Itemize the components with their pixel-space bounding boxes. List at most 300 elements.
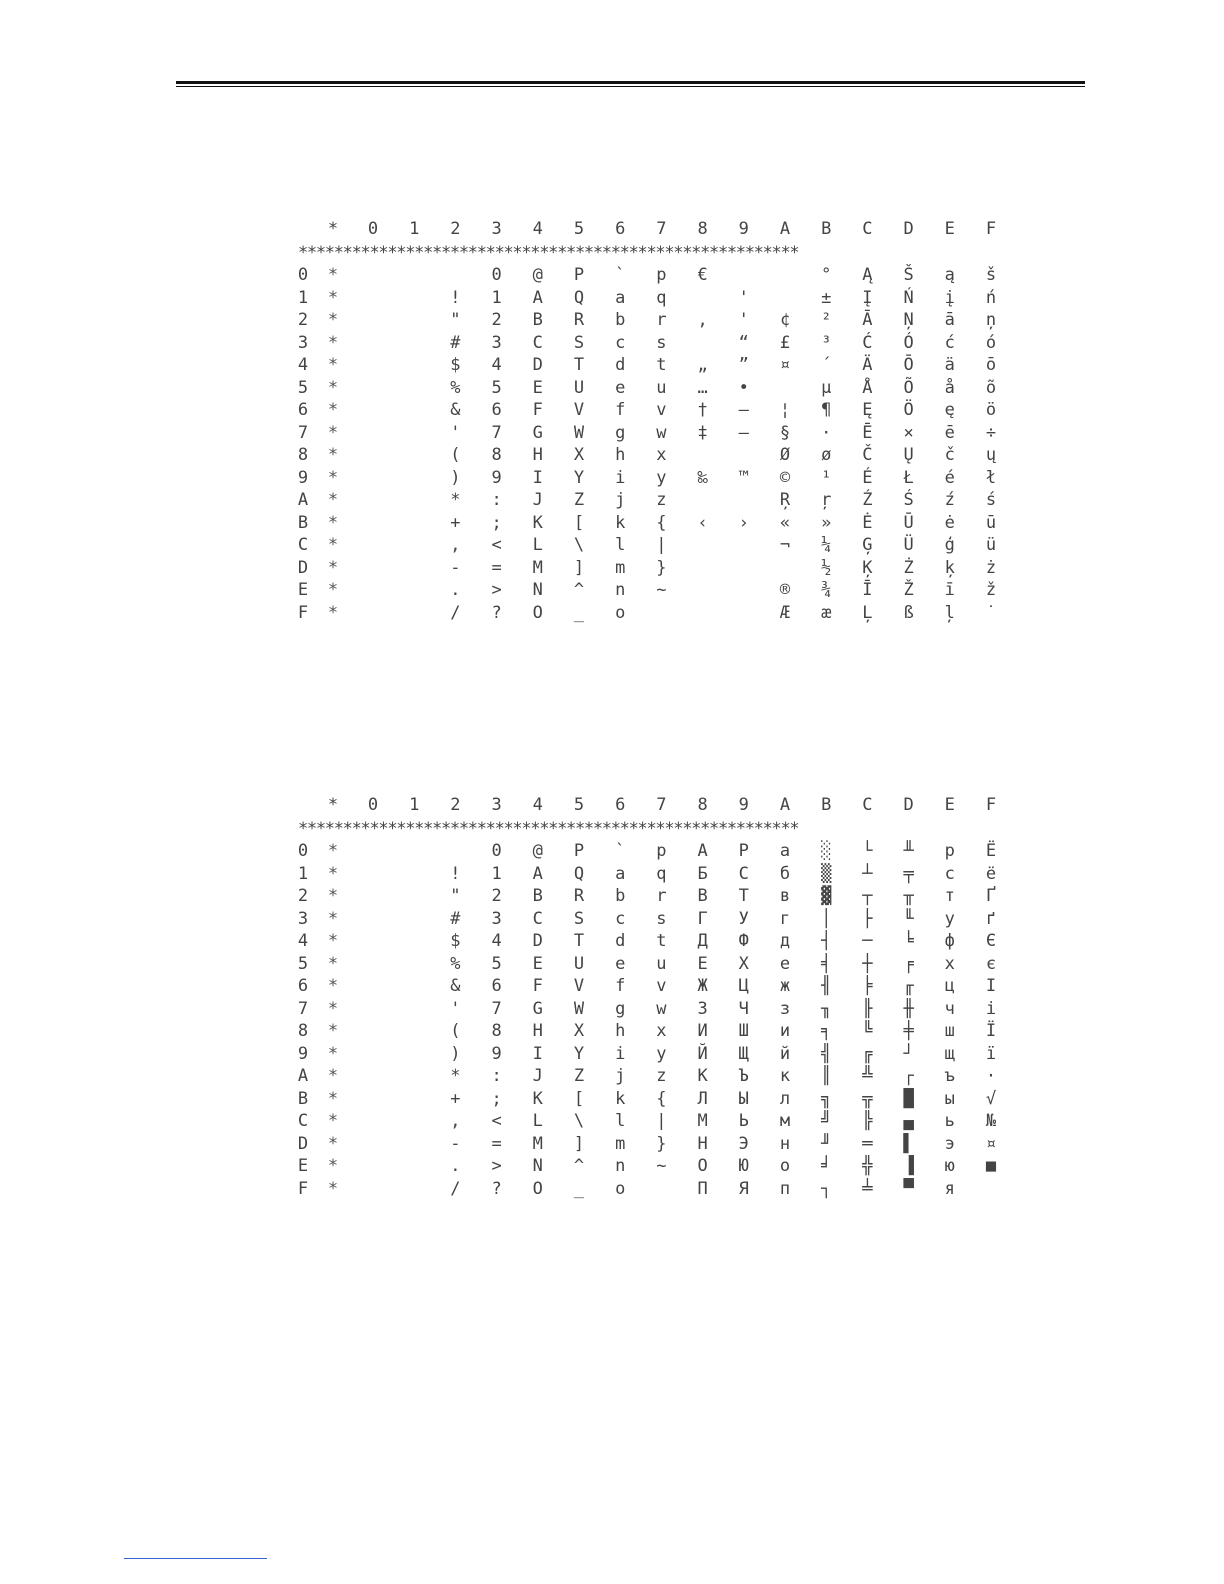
column-header-B: B xyxy=(821,795,832,815)
glyph-cell: ▐ xyxy=(903,1156,914,1176)
glyph-cell: Ś xyxy=(903,490,914,510)
table-row xyxy=(290,1088,1010,1111)
glyph-cell: g xyxy=(615,422,626,443)
glyph-cell: A xyxy=(532,287,543,308)
glyph-cell: ‹ xyxy=(697,512,708,533)
glyph-cell: Ī xyxy=(862,580,873,600)
glyph-cell: Б xyxy=(697,863,708,884)
glyph-cell: Ā xyxy=(862,310,873,330)
table-row xyxy=(290,998,1010,1021)
glyph-cell: ž xyxy=(985,580,997,600)
glyph-cell: e xyxy=(615,377,626,398)
glyph-cell: Ļ xyxy=(862,602,873,623)
glyph-cell: ¶ xyxy=(821,400,832,420)
glyph-cell: – xyxy=(738,400,749,420)
glyph-cell: & xyxy=(450,976,461,996)
row-label: 1 xyxy=(297,863,309,884)
glyph-cell: Ą xyxy=(862,265,873,285)
glyph-cell: T xyxy=(573,355,585,375)
glyph-cell: ╛ xyxy=(821,1156,832,1176)
glyph-cell: A xyxy=(532,863,543,884)
glyph-cell: Я xyxy=(738,1178,749,1199)
glyph-cell: ═ xyxy=(862,1133,873,1154)
glyph-cell: O xyxy=(532,1178,543,1199)
glyph-cell: V xyxy=(573,400,585,420)
glyph-cell: _ xyxy=(573,1178,585,1199)
column-header-4: 4 xyxy=(532,219,543,239)
glyph-cell: ╩ xyxy=(862,1066,873,1086)
row-star: * xyxy=(327,422,339,443)
column-header-9: 9 xyxy=(738,795,749,815)
table-row xyxy=(290,840,1010,863)
row-star: * xyxy=(327,467,339,488)
glyph-cell: õ xyxy=(985,377,997,398)
column-header-A: A xyxy=(779,219,791,239)
table-row xyxy=(290,885,1010,908)
glyph-cell: e xyxy=(615,953,626,974)
glyph-cell: Ё xyxy=(985,841,997,861)
row-label: D xyxy=(297,1133,309,1154)
glyph-cell: m xyxy=(615,557,626,578)
glyph-cell: й xyxy=(779,1043,791,1064)
glyph-cell: ? xyxy=(491,602,502,623)
glyph-cell: Н xyxy=(697,1133,708,1154)
glyph-cell: E xyxy=(532,377,543,398)
glyph-cell: m xyxy=(615,1133,626,1154)
glyph-cell: к xyxy=(779,1066,791,1086)
glyph-cell: щ xyxy=(944,1043,955,1064)
glyph-cell: ▓ xyxy=(821,886,832,906)
glyph-cell: x xyxy=(656,445,667,465)
glyph-cell: б xyxy=(779,863,791,884)
glyph-cell: h xyxy=(615,1021,626,1041)
glyph-cell: @ xyxy=(532,841,543,861)
glyph-cell: \ xyxy=(573,535,585,555)
row-star: * xyxy=(327,1156,339,1176)
star-separator: ******************************************************** xyxy=(298,243,799,263)
glyph-cell: } xyxy=(656,1133,667,1154)
glyph-cell: в xyxy=(779,886,791,906)
row-label: 3 xyxy=(297,332,309,353)
table-row xyxy=(290,534,1010,557)
row-label: 4 xyxy=(297,931,309,951)
glyph-cell: и xyxy=(779,1021,791,1041)
glyph-cell: ю xyxy=(944,1156,955,1176)
glyph-cell: ö xyxy=(985,400,997,420)
glyph-cell: ± xyxy=(821,287,832,308)
row-label: A xyxy=(297,1066,309,1086)
column-header-2: 2 xyxy=(450,219,461,239)
glyph-cell: « xyxy=(779,512,791,533)
table-row xyxy=(290,422,1010,445)
glyph-cell: g xyxy=(615,998,626,1019)
row-label: B xyxy=(297,1088,309,1109)
glyph-cell: ╖ xyxy=(821,998,832,1019)
glyph-cell: [ xyxy=(573,512,585,533)
glyph-cell: ╡ xyxy=(821,953,832,974)
row-star: * xyxy=(327,355,339,375)
glyph-cell: < xyxy=(491,1111,502,1131)
glyph-cell: 5 xyxy=(491,377,502,398)
glyph-cell: M xyxy=(532,1133,543,1154)
glyph-cell: $ xyxy=(450,355,461,375)
glyph-cell: B xyxy=(532,886,543,906)
glyph-cell: N xyxy=(532,580,543,600)
row-label: 0 xyxy=(297,265,309,285)
column-header-D: D xyxy=(903,219,914,239)
glyph-cell: Л xyxy=(697,1088,708,1109)
column-header-C: C xyxy=(862,795,873,815)
glyph-cell: > xyxy=(491,1156,502,1176)
column-header-4: 4 xyxy=(532,795,543,815)
glyph-cell: Y xyxy=(573,467,585,488)
glyph-cell: я xyxy=(944,1178,955,1199)
glyph-cell: ² xyxy=(821,310,832,330)
glyph-cell: ( xyxy=(450,1021,461,1041)
row-label: B xyxy=(297,512,309,533)
glyph-cell: æ xyxy=(821,602,832,623)
glyph-cell: < xyxy=(491,535,502,555)
column-header-6: 6 xyxy=(615,795,626,815)
glyph-cell: Å xyxy=(862,377,873,398)
column-header-C: C xyxy=(862,219,873,239)
glyph-cell: Ņ xyxy=(903,310,914,330)
glyph-cell: © xyxy=(779,467,791,488)
glyph-cell: W xyxy=(573,998,585,1019)
glyph-cell: z xyxy=(656,1066,667,1086)
glyph-cell: I xyxy=(532,1043,543,1064)
glyph-cell: × xyxy=(903,422,914,443)
row-star: * xyxy=(327,1133,339,1154)
row-label: A xyxy=(297,490,309,510)
glyph-cell: j xyxy=(615,490,626,510)
glyph-cell: ō xyxy=(985,355,997,375)
glyph-cell: h xyxy=(615,445,626,465)
row-label: E xyxy=(297,1156,309,1176)
glyph-cell: п xyxy=(779,1178,791,1199)
row-star: * xyxy=(327,908,339,929)
glyph-cell: з xyxy=(779,998,791,1019)
glyph-cell: Ń xyxy=(903,287,914,308)
glyph-cell: X xyxy=(573,445,585,465)
table-row xyxy=(290,354,1010,377)
glyph-cell: ╔ xyxy=(862,1043,873,1064)
glyph-cell: E xyxy=(532,953,543,974)
glyph-cell: Ы xyxy=(738,1088,749,1109)
column-header-F: F xyxy=(985,219,997,239)
glyph-cell: 2 xyxy=(491,310,502,330)
glyph-cell: ; xyxy=(491,512,502,533)
glyph-cell: a xyxy=(615,287,626,308)
glyph-cell: , xyxy=(450,535,461,555)
row-star: * xyxy=(327,841,339,861)
column-header-0: 0 xyxy=(367,795,379,815)
glyph-cell: м xyxy=(779,1111,791,1131)
glyph-cell: Ŗ xyxy=(779,490,791,510)
column-header-5: 5 xyxy=(573,795,585,815)
glyph-cell: ~ xyxy=(656,1156,667,1176)
glyph-cell: " xyxy=(450,310,461,330)
table-row xyxy=(290,489,1010,512)
glyph-cell: Т xyxy=(738,886,749,906)
glyph-cell: , xyxy=(450,1111,461,1131)
row-star: * xyxy=(327,1043,339,1064)
glyph-cell: L xyxy=(532,535,543,555)
header-rule xyxy=(176,81,1085,84)
glyph-cell: Š xyxy=(903,265,914,285)
glyph-cell: ` xyxy=(615,265,626,285)
glyph-cell: ą xyxy=(944,265,955,285)
table-row xyxy=(290,975,1010,998)
row-label: F xyxy=(297,1178,309,1199)
glyph-cell: ╧ xyxy=(862,1178,873,1199)
table-row xyxy=(290,1065,1010,1088)
glyph-cell: ґ xyxy=(985,908,997,929)
glyph-cell: Ч xyxy=(738,998,749,1019)
glyph-cell: ╬ xyxy=(862,1156,873,1176)
glyph-cell: ć xyxy=(944,332,955,353)
glyph-cell: · xyxy=(821,422,832,443)
glyph-cell: k xyxy=(615,512,626,533)
glyph-cell: [ xyxy=(573,1088,585,1109)
glyph-cell: ü xyxy=(985,535,997,555)
glyph-cell: $ xyxy=(450,931,461,951)
glyph-cell: / xyxy=(450,602,461,623)
glyph-cell: ╢ xyxy=(821,976,832,996)
glyph-cell: c xyxy=(615,908,626,929)
row-label: 8 xyxy=(297,445,309,465)
row-star: * xyxy=(327,557,339,578)
glyph-cell: ņ xyxy=(985,310,997,330)
glyph-cell: П xyxy=(697,1178,708,1199)
glyph-cell: ' xyxy=(738,310,749,330)
glyph-cell: ╫ xyxy=(903,998,914,1019)
glyph-cell: G xyxy=(532,998,543,1019)
glyph-cell: ķ xyxy=(944,557,955,578)
glyph-cell: ė xyxy=(944,512,955,533)
glyph-cell: Ю xyxy=(738,1156,749,1176)
glyph-cell: " xyxy=(450,886,461,906)
glyph-cell: > xyxy=(491,580,502,600)
glyph-cell: ┤ xyxy=(821,931,832,951)
glyph-cell: ╚ xyxy=(862,1021,873,1041)
glyph-cell: Æ xyxy=(779,602,791,623)
glyph-cell: ц xyxy=(944,976,955,996)
glyph-cell: 3 xyxy=(491,332,502,353)
glyph-cell: u xyxy=(656,377,667,398)
glyph-cell: s xyxy=(656,908,667,929)
glyph-cell: ó xyxy=(985,332,997,353)
glyph-cell: j xyxy=(615,1066,626,1086)
glyph-cell: ┐ xyxy=(821,1178,832,1199)
glyph-cell: є xyxy=(985,953,997,974)
row-label: 5 xyxy=(297,377,309,398)
glyph-cell: ļ xyxy=(944,602,955,623)
glyph-cell: И xyxy=(697,1021,708,1041)
glyph-cell: R xyxy=(573,886,585,906)
glyph-cell: ё xyxy=(985,863,997,884)
row-star: * xyxy=(327,863,339,884)
glyph-cell: ╜ xyxy=(821,1133,832,1154)
glyph-cell: 1 xyxy=(491,287,502,308)
glyph-cell: А xyxy=(697,841,708,861)
glyph-cell: Ē xyxy=(862,422,873,443)
glyph-cell: q xyxy=(656,863,667,884)
glyph-cell: Щ xyxy=(738,1043,749,1064)
row-star: * xyxy=(327,580,339,600)
column-header-7: 7 xyxy=(656,795,667,815)
glyph-cell: P xyxy=(573,841,585,861)
column-header-B: B xyxy=(821,219,832,239)
glyph-cell: ╕ xyxy=(821,1021,832,1041)
column-header-row xyxy=(290,794,1010,818)
glyph-cell: 3 xyxy=(491,908,502,929)
row-label: 2 xyxy=(297,310,309,330)
glyph-cell: р xyxy=(944,841,955,861)
glyph-cell: y xyxy=(656,1043,667,1064)
glyph-cell: ¢ xyxy=(779,310,791,330)
glyph-cell: 7 xyxy=(491,998,502,1019)
glyph-cell: Є xyxy=(985,931,997,951)
glyph-cell: ‡ xyxy=(697,422,708,443)
glyph-cell: 5 xyxy=(491,953,502,974)
row-label: 6 xyxy=(297,400,309,420)
glyph-cell: 0 xyxy=(491,265,502,285)
glyph-cell: D xyxy=(532,931,543,951)
glyph-cell: r xyxy=(656,310,667,330)
glyph-cell: # xyxy=(450,332,461,353)
glyph-cell: ^ xyxy=(573,580,585,600)
table-row xyxy=(290,908,1010,931)
row-label: 7 xyxy=(297,998,309,1019)
row-star: * xyxy=(327,400,339,420)
glyph-cell: Ü xyxy=(903,535,914,555)
glyph-cell: Ū xyxy=(903,512,914,533)
glyph-cell: u xyxy=(656,953,667,974)
table-row xyxy=(290,602,1010,625)
glyph-cell: W xyxy=(573,422,585,443)
glyph-cell: № xyxy=(985,1111,997,1131)
glyph-cell: ■ xyxy=(985,1156,997,1176)
glyph-cell: p xyxy=(656,265,667,285)
glyph-cell: Į xyxy=(862,287,873,308)
row-label: 9 xyxy=(297,467,309,488)
glyph-cell: T xyxy=(573,931,585,951)
glyph-cell: b xyxy=(615,310,626,330)
glyph-cell: М xyxy=(697,1111,708,1131)
glyph-cell: ! xyxy=(450,287,461,308)
glyph-cell: Ö xyxy=(903,400,914,420)
glyph-cell: F xyxy=(532,400,543,420)
glyph-cell: ) xyxy=(450,1043,461,1064)
glyph-cell: * xyxy=(450,490,461,510)
glyph-cell: Ø xyxy=(779,445,791,465)
row-label: C xyxy=(297,535,309,555)
glyph-cell: · xyxy=(985,1066,997,1086)
glyph-cell: ä xyxy=(944,355,955,375)
table-row xyxy=(290,332,1010,355)
table-row xyxy=(290,1043,1010,1066)
glyph-cell: ▀ xyxy=(903,1178,914,1199)
glyph-cell: X xyxy=(573,1021,585,1041)
glyph-cell: ā xyxy=(944,310,955,330)
row-star: * xyxy=(327,287,339,308)
glyph-cell: о xyxy=(779,1156,791,1176)
row-label: E xyxy=(297,580,309,600)
glyph-cell: г xyxy=(779,908,791,929)
glyph-cell: ł xyxy=(985,467,997,488)
glyph-cell: ® xyxy=(779,580,791,600)
glyph-cell: B xyxy=(532,310,543,330)
column-header-9: 9 xyxy=(738,219,749,239)
glyph-cell: ÷ xyxy=(985,422,997,443)
column-header-1: 1 xyxy=(409,219,420,239)
glyph-cell: ß xyxy=(903,602,914,623)
glyph-cell: 9 xyxy=(491,1043,502,1064)
table-row xyxy=(290,512,1010,535)
glyph-cell: - xyxy=(450,1133,461,1154)
row-label: 9 xyxy=(297,1043,309,1064)
glyph-cell: ╞ xyxy=(862,976,873,996)
glyph-cell: s xyxy=(656,332,667,353)
table-row xyxy=(290,557,1010,580)
glyph-cell: ▄ xyxy=(903,1111,914,1131)
glyph-cell: G xyxy=(532,422,543,443)
glyph-cell: U xyxy=(573,953,585,974)
glyph-cell: M xyxy=(532,557,543,578)
footnote-rule xyxy=(124,1558,267,1559)
table-row xyxy=(290,1178,1010,1201)
glyph-cell: ¤ xyxy=(779,355,791,375)
column-header-3: 3 xyxy=(491,795,502,815)
glyph-cell: ‰ xyxy=(697,467,708,488)
glyph-cell: ш xyxy=(944,1021,955,1041)
row-star: * xyxy=(327,377,339,398)
glyph-cell: ū xyxy=(985,512,997,533)
row-label: 2 xyxy=(297,886,309,906)
glyph-cell: › xyxy=(738,512,749,533)
glyph-cell: С xyxy=(738,863,749,884)
glyph-cell: ī xyxy=(944,580,955,600)
glyph-cell: Э xyxy=(738,1133,749,1154)
row-label: 6 xyxy=(297,976,309,996)
glyph-cell: Ų xyxy=(903,445,914,465)
row-star: * xyxy=(327,602,339,623)
column-header-F: F xyxy=(985,795,997,815)
table-body xyxy=(290,840,1010,1200)
column-header-6: 6 xyxy=(615,219,626,239)
glyph-cell: 6 xyxy=(491,400,502,420)
glyph-cell: ┼ xyxy=(862,953,873,974)
row-star: * xyxy=(327,512,339,533)
glyph-cell: y xyxy=(656,467,667,488)
column-header-star: * xyxy=(327,795,339,815)
glyph-cell: Ь xyxy=(738,1111,749,1131)
glyph-cell: F xyxy=(532,976,543,996)
glyph-cell: О xyxy=(697,1156,708,1176)
glyph-cell: . xyxy=(450,1156,461,1176)
glyph-cell: ģ xyxy=(944,535,955,555)
glyph-cell: ~ xyxy=(656,580,667,600)
glyph-cell: į xyxy=(944,287,955,308)
glyph-cell: 2 xyxy=(491,886,502,906)
glyph-cell: . xyxy=(450,580,461,600)
glyph-cell: К xyxy=(697,1066,708,1086)
glyph-cell: Ę xyxy=(862,400,873,420)
glyph-cell: ¹ xyxy=(821,467,832,488)
glyph-cell: I xyxy=(532,467,543,488)
glyph-cell: å xyxy=(944,377,955,398)
